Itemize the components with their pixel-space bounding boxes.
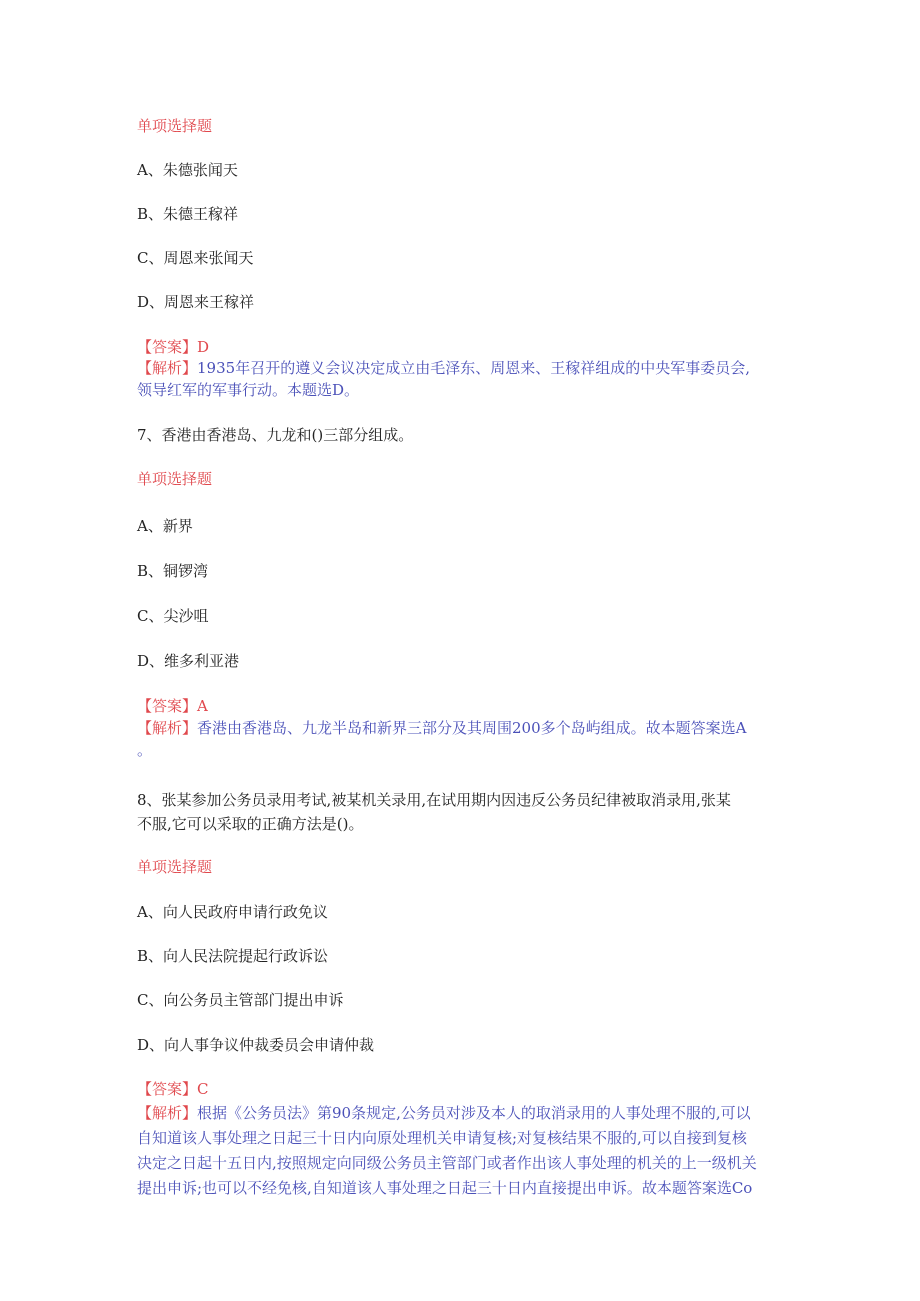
option-c: C、向公务员主管部门提出申诉 [137, 991, 344, 1009]
option-b: B、向人民法院提起行政诉讼 [137, 947, 329, 965]
answer-line [137, 696, 208, 716]
question-8: 8、张某参加公务员录用考试,被某机关录用,在试用期内因违反公务员纪律被取消录用,张某 [137, 791, 731, 809]
analysis-tag: 【解析】 [137, 359, 198, 377]
question-type-label: 单项选择题 [137, 858, 213, 876]
analysis-line [137, 1103, 751, 1123]
answer-tag: 【答案】 [137, 1080, 198, 1098]
analysis-text-continued: 自知道该人事处理之日起三十日内向原处理机关申请复核;对复核结果不服的,可以自接到复核 [137, 1129, 747, 1147]
question-type-label: 单项选择题 [137, 470, 213, 488]
answer-tag: 【答案】 [137, 697, 198, 715]
option-b: B、铜锣湾 [137, 562, 209, 580]
answer-value: C [197, 1080, 209, 1098]
option-d: D、向人事争议仲裁委员会申请仲裁 [137, 1036, 375, 1054]
analysis-line [137, 718, 746, 738]
option-c: C、周恩来张闻天 [137, 249, 254, 267]
analysis-line [137, 358, 750, 378]
analysis-tag: 【解析】 [137, 719, 198, 737]
answer-tag: 【答案】 [137, 338, 198, 356]
answer-line [137, 337, 209, 357]
analysis-text: 根据《公务员法》第90条规定,公务员对涉及本人的取消录用的人事处理不服的,可以 [197, 1104, 751, 1122]
option-a: A、向人民政府申请行政免议 [137, 903, 328, 921]
option-d: D、周恩来王稼祥 [137, 293, 255, 311]
answer-line [137, 1079, 209, 1099]
option-d: D、维多利亚港 [137, 652, 240, 670]
analysis-text-continued: 。 [137, 741, 153, 759]
analysis-text: 1935年召开的遵义会议决定成立由毛泽东、周恩来、王稼祥组成的中央军事委员会, [197, 359, 750, 377]
answer-value: D [197, 338, 210, 356]
analysis-text: 香港由香港岛、九龙半岛和新界三部分及其周围200多个岛屿组成。故本题答案选A [197, 719, 747, 737]
option-a: A、朱德张闻天 [137, 161, 238, 179]
question-type-label: 单项选择题 [137, 117, 213, 135]
question-8-continued: 不服,它可以采取的正确方法是()。 [137, 815, 364, 833]
question-7: 7、香港由香港岛、九龙和()三部分组成。 [137, 426, 414, 444]
option-c: C、尖沙咀 [137, 607, 209, 625]
option-a: A、新界 [137, 517, 193, 535]
option-b: B、朱德王稼祥 [137, 205, 239, 223]
analysis-text-continued: 领导红军的军事行动。本题选D。 [137, 381, 360, 399]
analysis-text-continued: 决定之日起十五日内,按照规定向同级公务员主管部门或者作出该人事处理的机关的上一级机关 [137, 1154, 757, 1172]
analysis-text-continued: 提出申诉;也可以不经免核,自知道该人事处理之日起三十日内直接提出申诉。故本题答案选Co [137, 1179, 753, 1197]
answer-value: A [197, 697, 208, 715]
analysis-tag: 【解析】 [137, 1104, 198, 1122]
